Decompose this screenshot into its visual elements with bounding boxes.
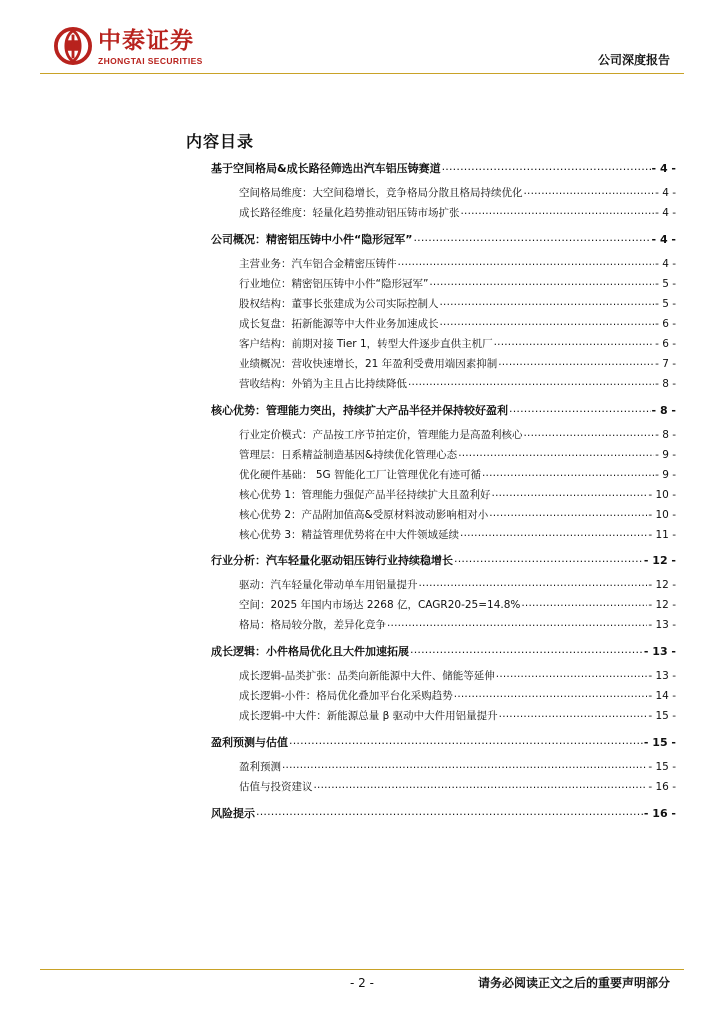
toc-entry-page: - 8 - <box>655 378 676 390</box>
toc-entry-page: - 15 - <box>648 710 676 722</box>
toc-leader-dots <box>461 204 655 216</box>
report-type-label: 公司深度报告 <box>597 53 670 67</box>
toc-entry-page: - 9 - <box>655 469 676 481</box>
toc-entry-text: 主营业务：汽车铝合金精密压铸件 <box>239 258 397 270</box>
toc-entry-text: 核心优势 2：产品附加值高&受原材料波动影响相对小 <box>239 509 489 521</box>
toc-entry-page: - 8 - <box>651 404 676 417</box>
toc-leader-dots <box>524 184 655 196</box>
toc-entry-text: 行业定价模式：产品按工序节拍定价，管理能力是高盈利核心 <box>239 429 523 441</box>
toc-entry-text: 业绩概况：营收快速增长，21 年盈利受费用端因素抑制 <box>239 358 498 370</box>
toc-entry-text: 优化硬件基础： 5G 智能化工厂让管理优化有迹可循 <box>239 469 481 481</box>
toc-section-entry[interactable] <box>211 233 676 247</box>
page-header <box>0 0 724 80</box>
toc-subsection-entry[interactable] <box>239 598 676 612</box>
toc-entry-text: 行业分析：汽车轻量化驱动铝压铸行业持续稳增长 <box>211 554 453 567</box>
toc-leader-dots <box>494 335 654 347</box>
toc-entry-page: - 12 - <box>643 554 676 567</box>
toc-entry-page: - 12 - <box>648 599 676 611</box>
toc-leader-dots <box>440 315 655 327</box>
toc-leader-dots <box>442 160 651 172</box>
toc-entry-text: 营收结构：外销为主且占比持续降低 <box>239 378 407 390</box>
toc-subsection-entry[interactable] <box>239 257 676 271</box>
toc-subsection-entry[interactable] <box>239 186 676 200</box>
toc-subsection-entry[interactable] <box>239 448 676 462</box>
toc-leader-dots <box>492 486 648 498</box>
toc-subsection-entry[interactable] <box>239 528 676 542</box>
toc-entry-page: - 4 - <box>655 187 676 199</box>
logo-text-en: ZHONGTAI SECURITIES <box>98 56 203 66</box>
toc-entry-text: 公司概况：精密铝压铸中小件“隐形冠军” <box>211 233 413 246</box>
toc-leader-dots <box>314 778 648 790</box>
toc-entry-text: 客户结构：前期对接 Tier 1，转型大件逐步直供主机厂 <box>239 338 493 350</box>
toc-entry-page: - 16 - <box>648 781 676 793</box>
toc-leader-dots <box>458 446 654 458</box>
toc-leader-dots <box>429 275 654 287</box>
toc-entry-page: - 12 - <box>648 579 676 591</box>
toc-subsection-entry[interactable] <box>239 780 676 794</box>
toc-entry-page: - 11 - <box>648 529 676 541</box>
toc-entry-text: 空间：2025 年国内市场达 2268 亿，CAGR20-25=14.8% <box>239 599 521 611</box>
toc-subsection-entry[interactable] <box>239 488 676 502</box>
toc-leader-dots <box>282 758 647 770</box>
toc-entry-text: 成长逻辑：小件格局优化且大件加速拓展 <box>211 645 409 658</box>
toc-entry-page: - 16 - <box>643 807 676 820</box>
toc-leader-dots <box>524 426 655 438</box>
toc-leader-dots <box>489 506 647 518</box>
toc-entry-page: - 4 - <box>651 233 676 246</box>
toc-subsection-entry[interactable] <box>239 669 676 683</box>
toc-entry-page: - 15 - <box>648 761 676 773</box>
toc-entry-page: - 4 - <box>655 207 676 219</box>
toc-subsection-entry[interactable] <box>239 357 676 371</box>
toc-title: 内容目录 <box>186 132 255 151</box>
toc-entry-page: - 4 - <box>655 258 676 270</box>
toc-subsection-entry[interactable] <box>239 428 676 442</box>
toc-entry-page: - 7 - <box>655 358 676 370</box>
toc-entry-text: 风险提示 <box>211 807 255 820</box>
toc-entry-page: - 9 - <box>655 449 676 461</box>
toc-subsection-entry[interactable] <box>239 618 676 632</box>
toc-entry-text: 成长逻辑-小件：格局优化叠加平台化采购趋势 <box>239 690 453 702</box>
toc-entry-text: 估值与投资建议 <box>239 781 313 793</box>
toc-entry-page: - 5 - <box>655 298 676 310</box>
toc-leader-dots <box>408 375 654 387</box>
toc-entry-text: 驱动：汽车轻量化带动单车用铝量提升 <box>239 579 418 591</box>
toc-subsection-entry[interactable] <box>239 760 676 774</box>
toc-subsection-entry[interactable] <box>239 468 676 482</box>
toc-leader-dots <box>498 355 654 367</box>
toc-entry-text: 空间格局维度：大空间稳增长，竞争格局分散且格局持续优化 <box>239 187 523 199</box>
toc-subsection-entry[interactable] <box>239 297 676 311</box>
toc-entry-text: 基于空间格局&成长路径筛选出汽车铝压铸赛道 <box>211 162 441 175</box>
toc-section-entry[interactable] <box>211 645 676 659</box>
toc-subsection-entry[interactable] <box>239 277 676 291</box>
toc-leader-dots <box>509 402 651 414</box>
toc-section-entry[interactable] <box>211 807 676 821</box>
toc-section-entry[interactable] <box>211 404 676 418</box>
toc-leader-dots <box>419 576 648 588</box>
toc-entry-page: - 5 - <box>655 278 676 290</box>
toc-leader-dots <box>256 805 643 817</box>
toc-entry-page: - 13 - <box>648 670 676 682</box>
toc-entry-text: 成长复盘：拓新能源等中大件业务加速成长 <box>239 318 439 330</box>
toc-entry-text: 股权结构：董事长张建成为公司实际控制人 <box>239 298 439 310</box>
page-number: - 2 - <box>350 976 374 990</box>
toc-entry-page: - 15 - <box>643 736 676 749</box>
toc-entry-text: 格局：格局较分散，差异化竞争 <box>239 619 386 631</box>
logo-text-cn: 中泰证券 <box>98 28 194 54</box>
toc-entry-text: 盈利预测 <box>239 761 281 773</box>
toc-leader-dots <box>387 616 647 628</box>
toc-subsection-entry[interactable] <box>239 377 676 391</box>
toc-section-entry[interactable] <box>211 162 676 176</box>
toc-entry-text: 行业地位：精密铝压铸中小件“隐形冠军” <box>239 278 429 290</box>
toc-subsection-entry[interactable] <box>239 578 676 592</box>
toc-subsection-entry[interactable] <box>239 709 676 723</box>
toc-entry-text: 盈利预测与估值 <box>211 736 288 749</box>
toc-leader-dots <box>398 255 655 267</box>
toc-entry-text: 成长逻辑-中大件：新能源总量 β 驱动中大件用铝量提升 <box>239 710 498 722</box>
toc-entry-page: - 6 - <box>655 338 676 350</box>
toc-leader-dots <box>440 295 655 307</box>
toc-leader-dots <box>496 667 648 679</box>
toc-leader-dots <box>454 552 643 564</box>
toc-entry-text: 核心优势 3：精益管理优势将在中大件领域延续 <box>239 529 460 541</box>
toc-leader-dots <box>499 707 648 719</box>
toc-entry-text: 管理层：日系精益制造基因&持续优化管理心态 <box>239 449 458 461</box>
toc-leader-dots <box>454 687 648 699</box>
toc-entry-text: 成长路径维度：轻量化趋势推动铝压铸市场扩张 <box>239 207 460 219</box>
toc-leader-dots <box>482 466 654 478</box>
toc-leader-dots <box>521 596 647 608</box>
toc-entry-page: - 6 - <box>655 318 676 330</box>
toc-entry-page: - 10 - <box>648 489 676 501</box>
toc-section-entry[interactable] <box>211 554 676 568</box>
toc-leader-dots <box>410 643 643 655</box>
toc-section-entry[interactable] <box>211 736 676 750</box>
toc-entry-text: 核心优势 1：管理能力强促产品半径持续扩大且盈利好 <box>239 489 491 501</box>
toc-entry-page: - 10 - <box>648 509 676 521</box>
toc-entry-page: - 8 - <box>655 429 676 441</box>
zhongtai-logo-icon <box>54 27 92 65</box>
toc-entry-page: - 13 - <box>643 645 676 658</box>
toc-leader-dots <box>289 734 643 746</box>
toc-subsection-entry[interactable] <box>239 206 676 220</box>
footer-divider <box>40 969 684 970</box>
toc-subsection-entry[interactable] <box>239 689 676 703</box>
toc-subsection-entry[interactable] <box>239 317 676 331</box>
toc-entry-page: - 4 - <box>651 162 676 175</box>
toc-subsection-entry[interactable] <box>239 337 676 351</box>
toc-leader-dots <box>460 526 647 538</box>
toc-leader-dots <box>413 231 650 243</box>
toc-entry-page: - 13 - <box>648 619 676 631</box>
toc-entry-text: 成长逻辑-品类扩张：品类向新能源中大件、储能等延伸 <box>239 670 495 682</box>
footer-disclaimer: 请务必阅读正文之后的重要声明部分 <box>477 976 670 990</box>
toc-entry-text: 核心优势：管理能力突出，持续扩大产品半径并保持较好盈利 <box>211 404 508 417</box>
header-divider <box>40 73 684 74</box>
toc-subsection-entry[interactable] <box>239 508 676 522</box>
toc-entry-page: - 14 - <box>648 690 676 702</box>
